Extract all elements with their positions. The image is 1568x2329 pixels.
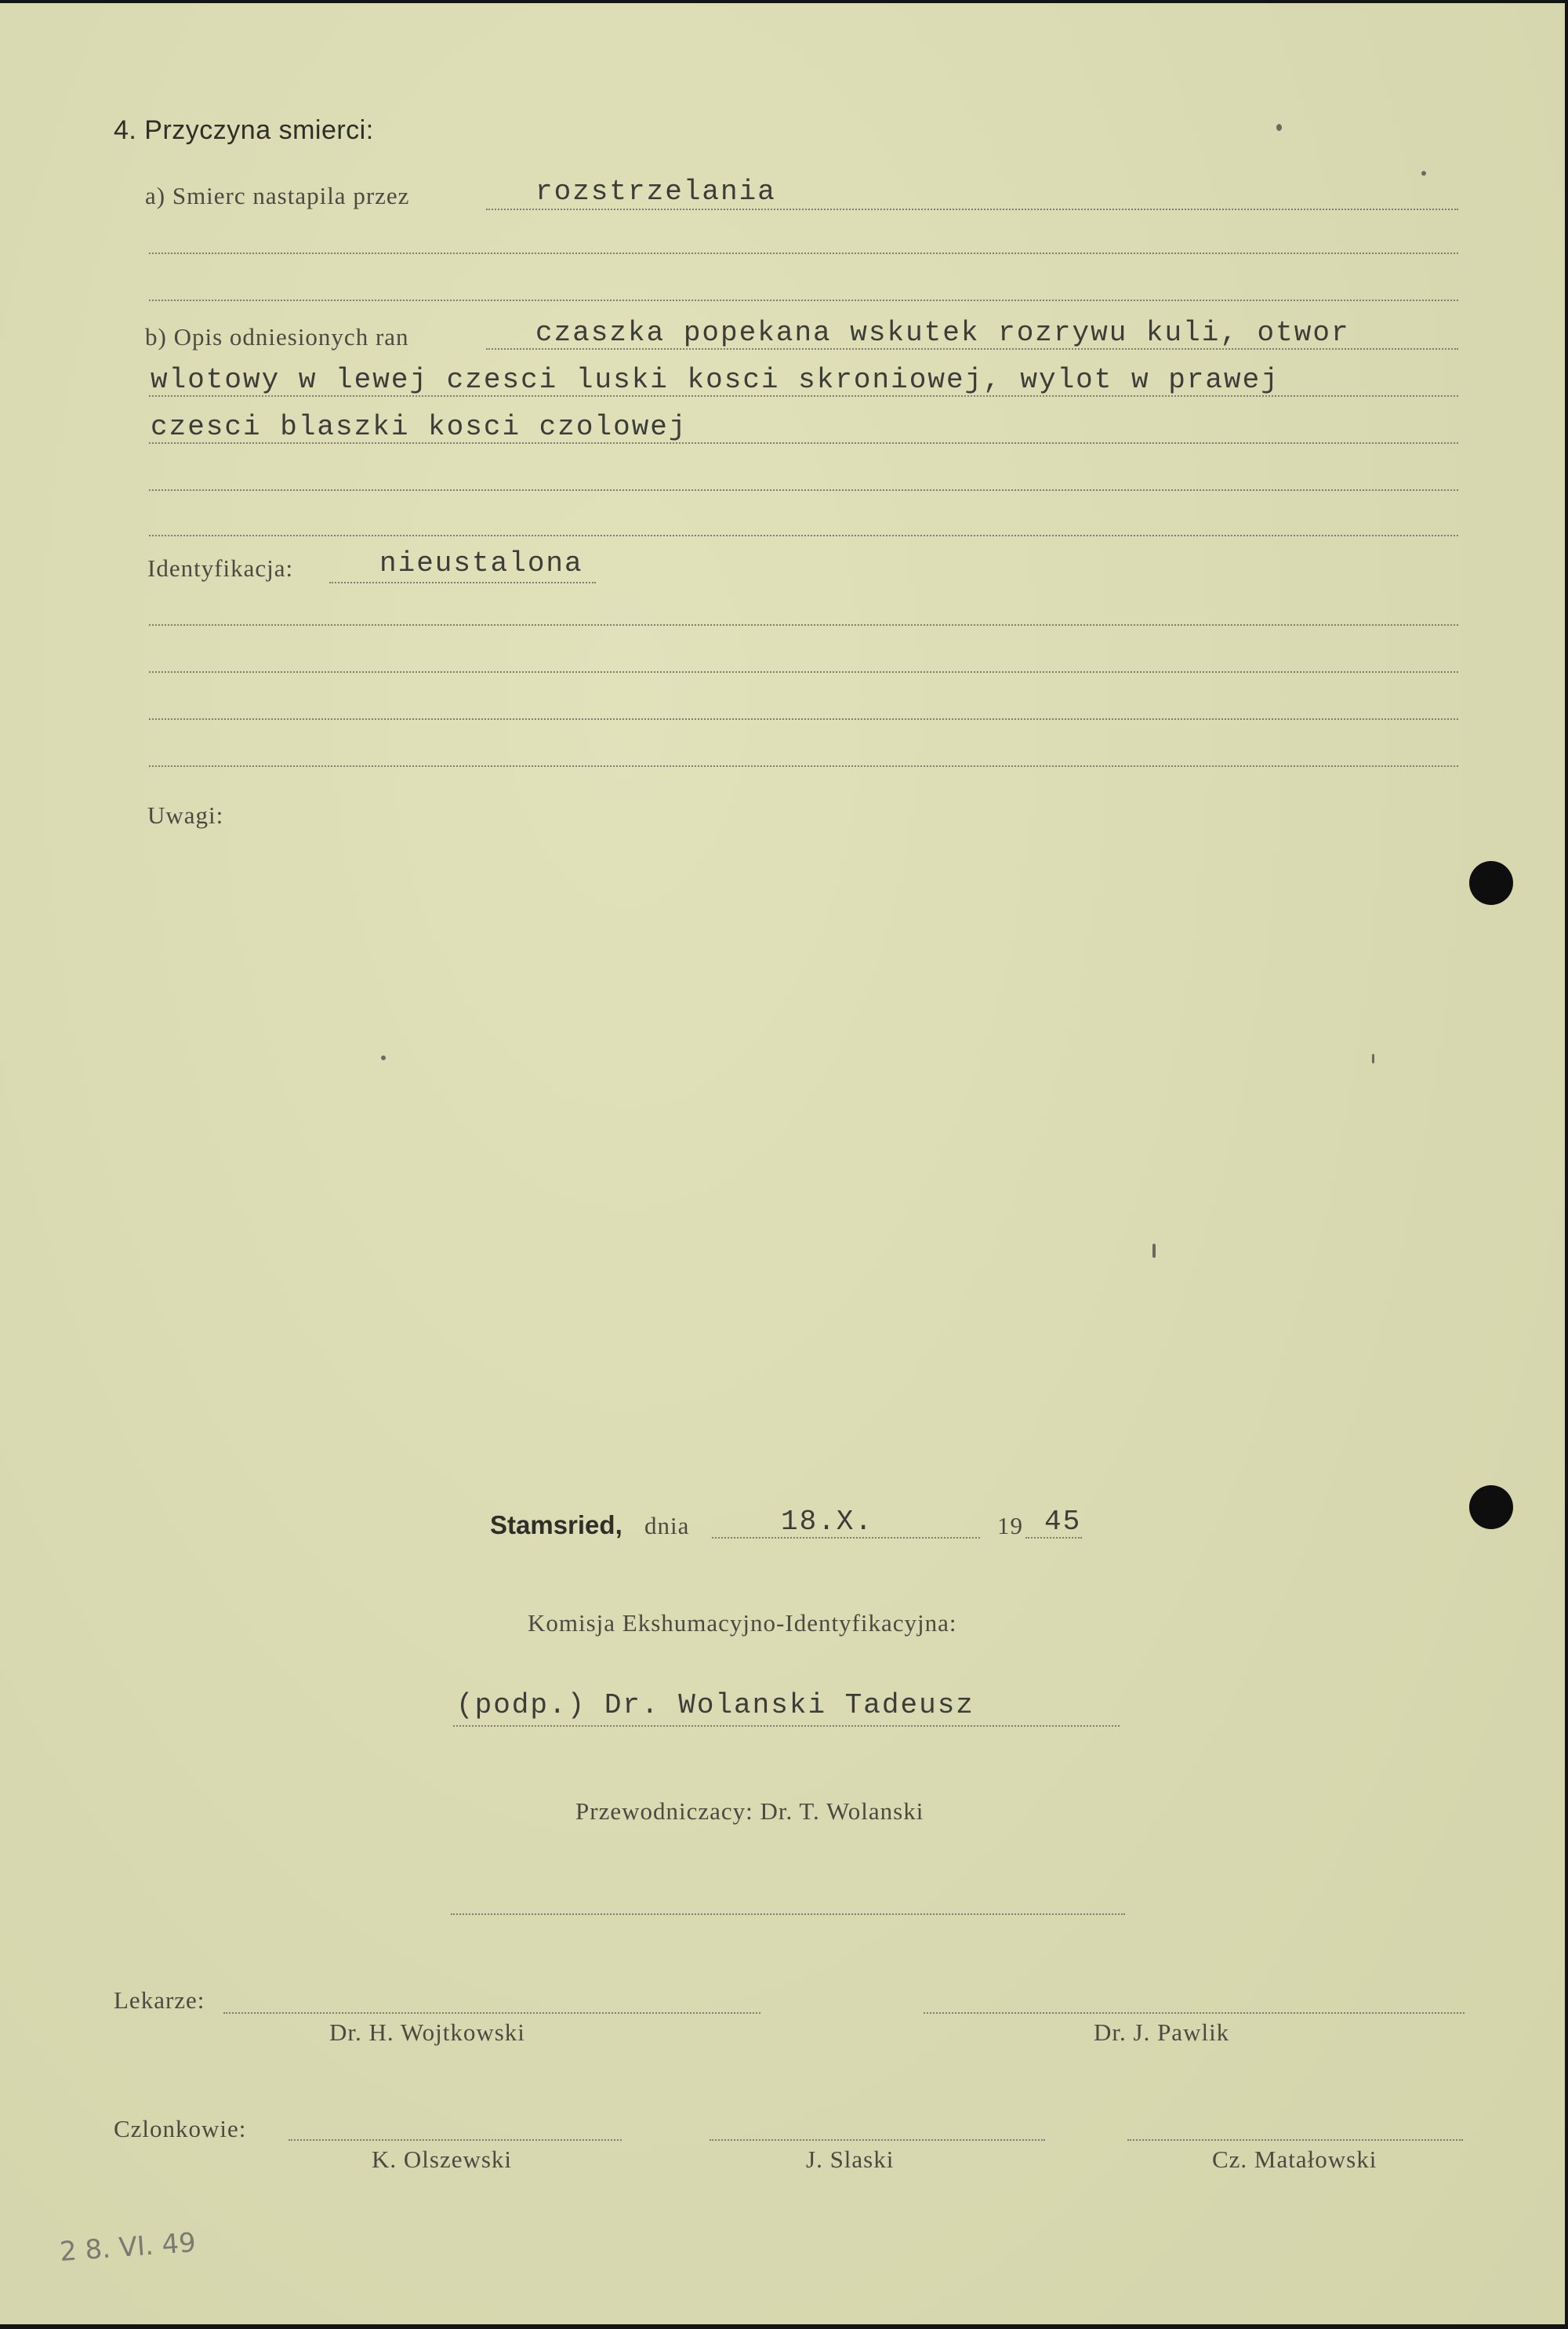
punch-hole [1469,861,1513,905]
year-suffix: 45 [1044,1506,1082,1538]
doctor-signature-line [223,2012,760,2014]
commission-signature-line [453,1725,1120,1727]
doctor-signature-line [924,2012,1465,2014]
member-name: J. Slaski [806,2146,895,2173]
commission-signature: (podp.) Dr. Wolanski Tadeusz [456,1689,975,1721]
member-name: K. Olszewski [372,2146,513,2173]
blank-line [149,624,1458,626]
blank-line [149,671,1458,673]
chairman-name: Przewodniczacy: Dr. T. Wolanski [575,1797,924,1825]
speck [1372,1054,1374,1063]
speck [381,1055,386,1060]
commission-title: Komisja Ekshumacyjno-Identyfikacyjna: [528,1609,957,1637]
member-signature-line [289,2139,622,2141]
speck [1421,171,1426,176]
wounds-line-2: wlotowy w lewej czesci luski kosci skroniowej, wylot w prawej [151,364,1279,396]
members-label: Czlonkowie: [114,2115,247,2142]
member-signature-line [710,2139,1045,2141]
cause-dotted-line [486,209,1458,210]
section-heading: 4. Przyczyna smierci: [114,115,374,145]
blank-line [149,718,1458,720]
date-value: 18.X. [781,1506,874,1538]
identification-label: Identyfikacja: [147,554,294,582]
place-name: Stamsried, [490,1510,622,1539]
identification-value: nieustalona [379,547,583,580]
year-prefix: 19 [997,1512,1023,1539]
remarks-label: Uwagi: [147,801,224,829]
doctors-label: Lekarze: [114,1986,205,2014]
blank-line [149,300,1458,301]
blank-line [149,765,1458,767]
identification-dotted-line [329,582,596,583]
blank-line [149,535,1458,536]
doctor-name: Dr. J. Pawlik [1094,2018,1230,2046]
blank-line [149,253,1458,254]
wounds-label: b) Opis odniesionych ran [145,323,409,351]
doctor-name: Dr. H. Wojtkowski [329,2018,525,2046]
speck [1276,124,1282,131]
punch-hole [1469,1485,1513,1529]
speck [1152,1244,1156,1258]
wounds-line-1: czaszka popekana wskutek rozrywu kuli, otwor [535,317,1350,349]
wounds-line-3: czesci blaszki kosci czolowej [151,411,688,443]
handwritten-note: 2 8. VI. 49 [58,2226,198,2269]
date-prefix-label: dnia [644,1512,690,1539]
cause-value: rozstrzelania [535,176,776,208]
chairman-signature-line [451,1913,1125,1915]
member-name: Cz. Matałowski [1212,2146,1377,2173]
document-page [0,3,1565,2324]
member-signature-line [1127,2139,1463,2141]
blank-line [149,489,1458,491]
cause-label: a) Smierc nastapila przez [145,182,410,209]
